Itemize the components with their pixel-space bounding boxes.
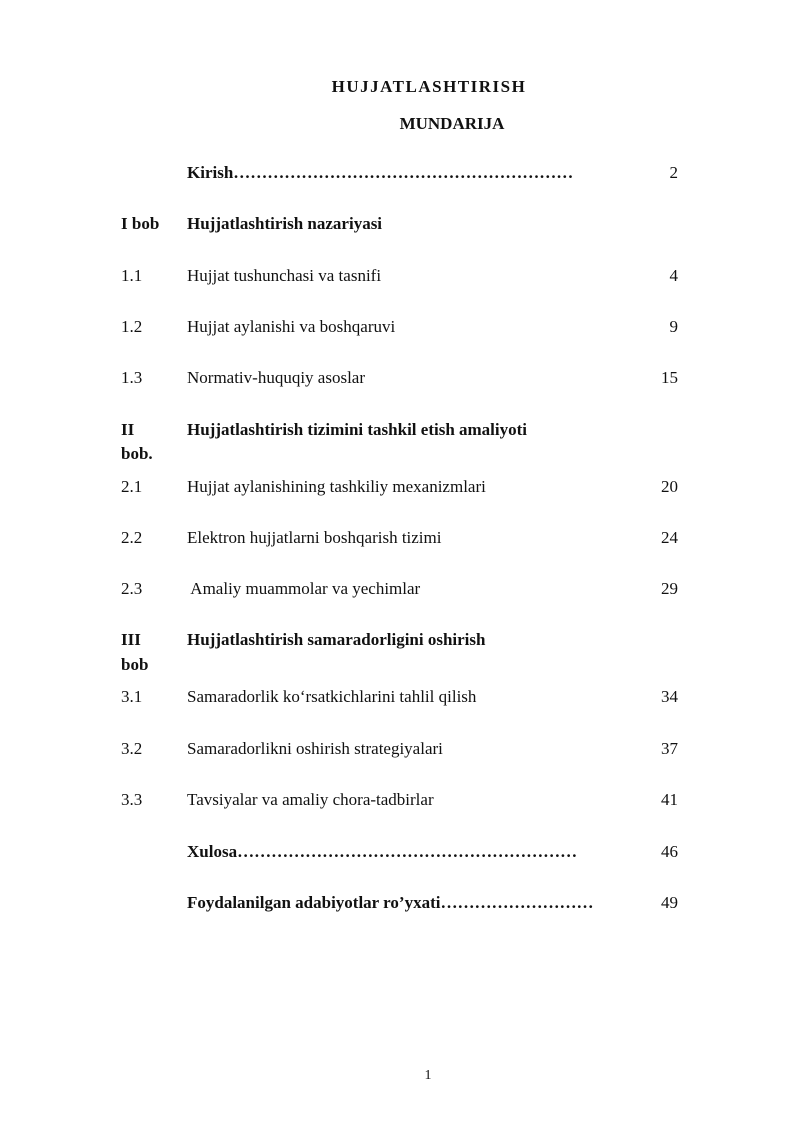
toc-page-number: 15 — [661, 368, 678, 387]
toc-page-number: 24 — [661, 528, 678, 547]
page-number-footer: 1 — [424, 1068, 432, 1083]
toc-section-number: 1.3 — [121, 368, 143, 387]
toc-label: Normativ-huquqiy asoslar — [187, 368, 365, 387]
toc-page-number: 4 — [669, 266, 678, 285]
toc-label: Xulosa…………………………………………………… — [187, 842, 578, 861]
toc-section-number: 2.1 — [121, 477, 143, 496]
toc-section-number: 1.2 — [121, 317, 143, 336]
document-title: HUJJATLASHTIRISH — [331, 77, 527, 96]
toc-page-number: 34 — [661, 687, 678, 706]
toc-chapter-suffix: bob — [121, 655, 149, 674]
toc-page-number: 37 — [661, 739, 678, 758]
toc-section-number: 1.1 — [121, 266, 143, 285]
toc-label: Hujjatlashtirish tizimini tashkil etish amaliyoti — [187, 420, 528, 439]
toc-page-number: 41 — [661, 790, 678, 809]
toc-label: Kirish…………………………………………………… — [187, 163, 574, 182]
toc-page-number: 49 — [661, 893, 678, 912]
toc-page-number: 9 — [669, 317, 678, 336]
toc-heading: MUNDARIJA — [399, 114, 505, 133]
toc-section-number: 3.2 — [121, 739, 143, 758]
toc-label: Hujjat tushunchasi va tasnifi — [187, 266, 382, 285]
toc-label: Samaradorlikni oshirish strategiyalari — [187, 739, 443, 758]
toc-section-number: 3.1 — [121, 687, 143, 706]
toc-page-number: 29 — [661, 579, 678, 598]
toc-chapter-number: III — [121, 630, 141, 649]
toc-label: Samaradorlik ko‘rsatkichlarini tahlil qilish — [187, 687, 477, 706]
toc-label: Hujjat aylanishi va boshqaruvi — [187, 317, 396, 336]
toc-label: Hujjatlashtirish nazariyasi — [187, 214, 383, 233]
toc-label: Hujjat aylanishining tashkiliy mexanizmlari — [187, 477, 486, 496]
toc-chapter-suffix: bob. — [121, 444, 153, 463]
toc-page-number: 20 — [661, 477, 678, 496]
toc-page-number: 46 — [661, 842, 678, 861]
toc-label: Foydalanilgan adabiyotlar ro’yxati……………………… — [187, 893, 594, 912]
toc-section-number: 3.3 — [121, 790, 143, 809]
toc-section-number: 2.2 — [121, 528, 143, 547]
toc-label: Hujjatlashtirish samaradorligini oshirish — [187, 630, 486, 649]
toc-label: Tavsiyalar va amaliy chora-tadbirlar — [187, 790, 434, 809]
toc-chapter-number: II — [121, 420, 135, 439]
toc-label: Amaliy muammolar va yechimlar — [187, 579, 421, 598]
toc-page-number: 2 — [669, 163, 678, 182]
toc-chapter-number: I bob — [121, 214, 160, 233]
toc-label: Elektron hujjatlarni boshqarish tizimi — [187, 528, 442, 547]
toc-section-number: 2.3 — [121, 579, 143, 598]
